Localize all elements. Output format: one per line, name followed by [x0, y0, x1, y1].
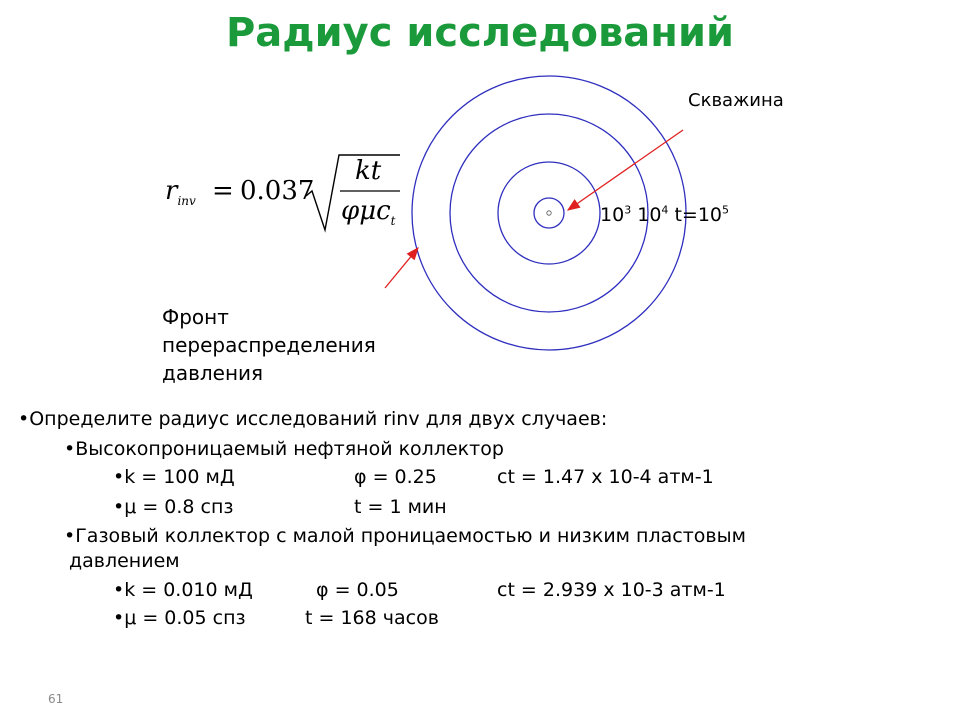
rinv-formula [165, 150, 415, 240]
case1-line1: •k = 100 мД [113, 466, 235, 488]
front-label: Фронт перераспределения давления [162, 305, 376, 385]
case2-k: k = 0.010 мД [124, 579, 253, 601]
time-label-1: $10^3$ [600, 204, 632, 227]
case2-phi: φ = 0.05 [316, 579, 399, 601]
case2-heading-cont: давлением [69, 550, 180, 572]
page-number: 61 [48, 692, 64, 706]
case2-mu: μ = 0.05 спз [124, 607, 246, 629]
case1-t: t = 1 мин [354, 496, 447, 518]
case1-phi: φ = 0.25 [354, 466, 437, 488]
case2-ct: ct = 2.939 x 10-3 атм-1 [497, 579, 726, 601]
well-point [547, 211, 551, 215]
case1-line2: •μ = 0.8 спз [113, 496, 234, 518]
case1-heading: •Высокопроницаемый нефтяной коллектор [64, 438, 504, 460]
well-label: Скважина [688, 90, 784, 111]
formula-lhs: $r_{inv}$ [165, 176, 196, 209]
well-arrow [568, 130, 683, 210]
well-circle [534, 198, 564, 228]
intro-bullet: •Определите радиус исследований rinv для двух случаев: [18, 408, 608, 430]
case2-line1: •k = 0.010 мД [113, 579, 253, 601]
slide-title: Радиус исследований [225, 10, 734, 56]
formula-equals: = [212, 176, 234, 206]
formula-numerator: kt [355, 156, 382, 186]
case2-line2: •μ = 0.05 спз [113, 607, 246, 629]
time-labels [600, 204, 729, 226]
front-arrow [385, 248, 418, 288]
inner-circle [498, 162, 600, 264]
formula-coefficient: 0.037 [240, 176, 315, 206]
time-label-3: $t=10^5$ [674, 204, 730, 227]
case2-t: t = 168 часов [305, 607, 439, 629]
case1-mu: μ = 0.8 спз [124, 496, 234, 518]
case2-heading: •Газовый коллектор с малой проницаемостью и низким пластовым [64, 525, 746, 547]
case1-ct: ct = 1.47 x 10-4 атм-1 [497, 466, 714, 488]
formula-denominator: φμc$_t$ [341, 196, 396, 229]
time-label-2: $10^4$ [637, 204, 669, 227]
case1-k: k = 100 мД [124, 466, 235, 488]
